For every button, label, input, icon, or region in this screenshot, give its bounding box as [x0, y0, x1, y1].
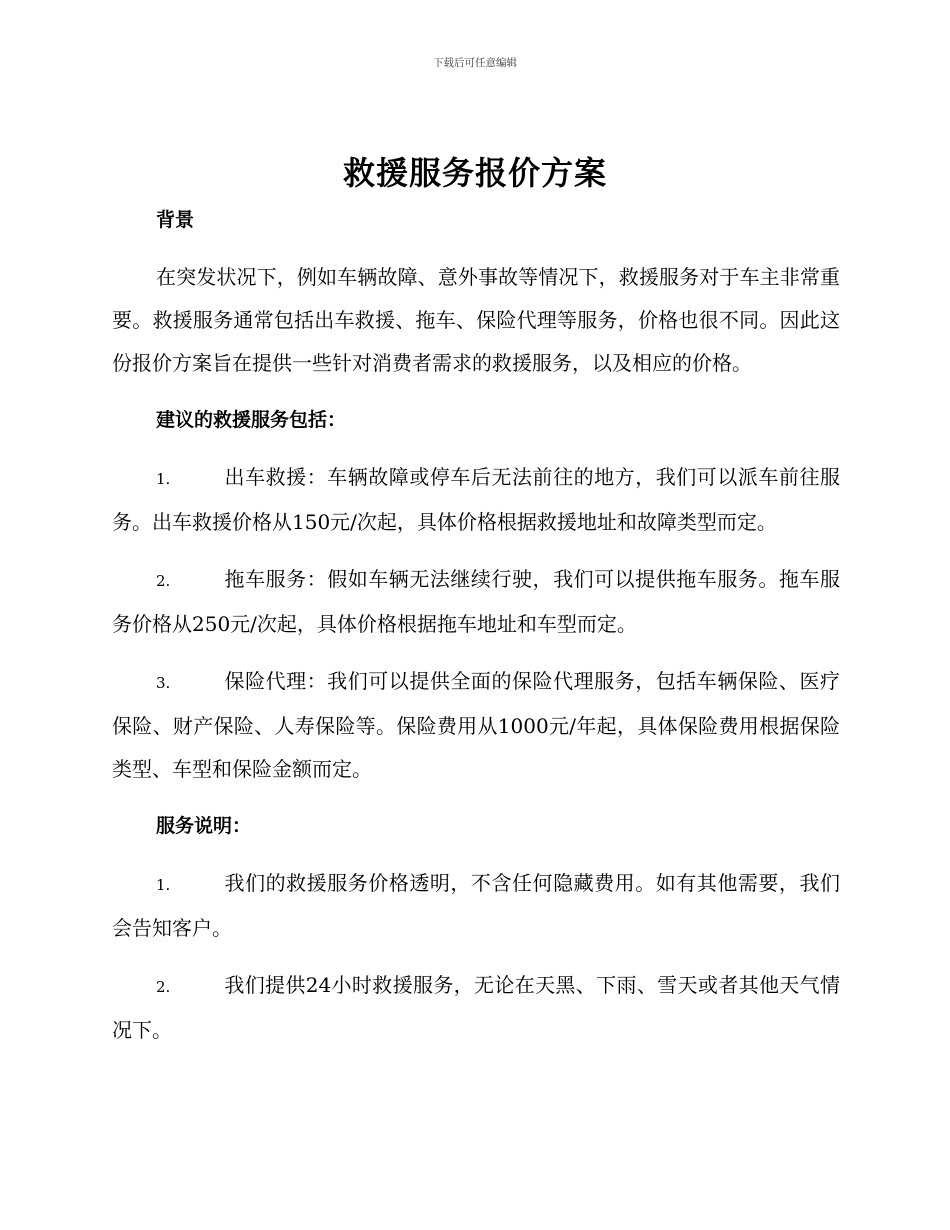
background-heading: 背景: [156, 209, 195, 231]
item-number: 2.: [156, 572, 171, 590]
item-text: 我们提供24小时救援服务，无论在天黑、下雨、雪天或者其他天气情况下。: [112, 973, 840, 1042]
item-text: 我们的救援服务价格透明，不含任何隐藏费用。如有其他需要，我们会告知客户。: [112, 871, 840, 940]
item-text: 保险代理：我们可以提供全面的保险代理服务，包括车辆保险、医疗保险、财产保险、人寿保险等。保险费用从1000元/年起，具体保险费用根据保险类型、车型和保险金额而定。: [112, 669, 840, 781]
document-body: [112, 199, 840, 1066]
item-number: 1.: [156, 470, 171, 488]
note-item-2: [112, 964, 840, 1052]
item-text: 出车救援：车辆故障或停车后无法前往的地方，我们可以派车前往服务。出车救援价格从150元/次起，具体价格根据救援地址和故障类型而定。: [112, 465, 840, 534]
page-title: 救援服务报价方案: [342, 154, 607, 192]
service-item-2: [112, 558, 840, 646]
note-item-1: [112, 862, 840, 950]
header-note: 下载后可任意编辑: [433, 57, 517, 69]
item-number: 3.: [156, 674, 171, 692]
notes-heading: 服务说明：: [156, 815, 252, 837]
item-number: 2.: [156, 978, 171, 996]
service-item-1: [112, 456, 840, 544]
background-paragraph: 在突发状况下，例如车辆故障、意外事故等情况下，救援服务对于车主非常重要。救援服务通常包括出车救援、拖车、保险代理等服务，价格也很不同。因此这份报价方案旨在提供一些针对消费者需求的救援服务，以及相应的价格。: [112, 265, 840, 375]
services-heading: 建议的救援服务包括：: [156, 409, 347, 431]
service-item-3: [112, 660, 840, 791]
item-text: 拖车服务：假如车辆无法继续行驶，我们可以提供拖车服务。拖车服务价格从250元/次起，具体价格根据拖车地址和车型而定。: [112, 567, 840, 636]
item-number: 1.: [156, 876, 171, 894]
